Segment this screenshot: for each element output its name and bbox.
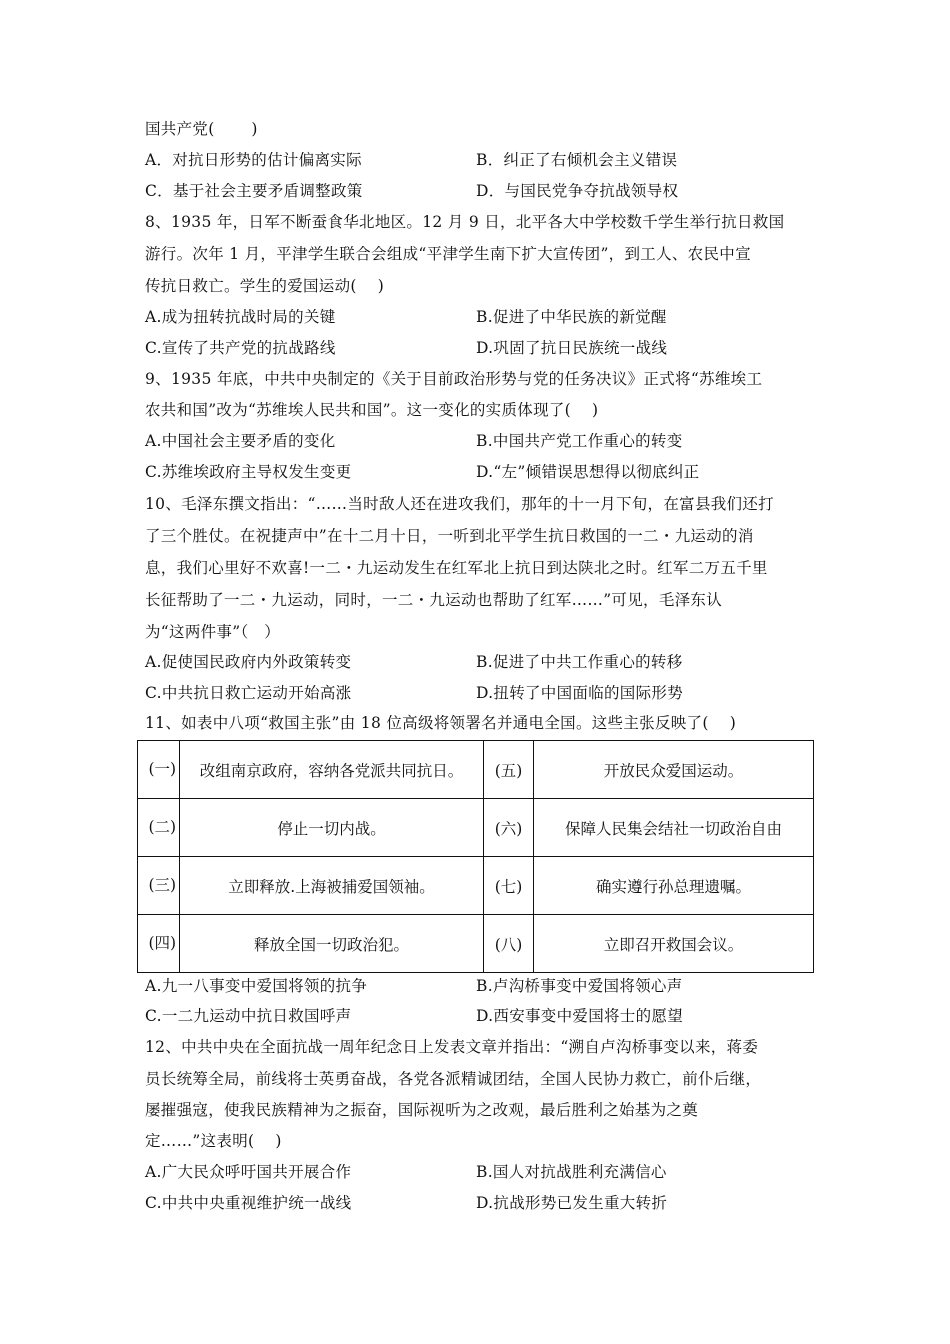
q10-stem-line2: 了三个胜仗。在祝捷声中”在十二月十日，一听到北平学生抗日救国的一二・九运动的消 bbox=[145, 527, 754, 545]
proposal-number: (三) bbox=[148, 876, 177, 894]
q7-stem-tail: 国共产党( ) bbox=[145, 120, 258, 138]
q9-option-b[interactable]: B.中国共产党工作重心的转变 bbox=[476, 432, 683, 450]
table-row bbox=[138, 741, 814, 799]
q12-stem-line2: 员长统筹全局，前线将士英勇奋战，各党各派精诚团结，全国人民协力救亡，前仆后继， bbox=[145, 1070, 762, 1088]
q12-option-a[interactable]: A.广大民众呼吁国共开展合作 bbox=[145, 1163, 352, 1181]
proposal-text: 立即召开救国会议。 bbox=[534, 915, 814, 973]
q11-options-row1 bbox=[145, 976, 825, 996]
q7-option-a[interactable]: A．对抗日形势的估计偏离实际 bbox=[145, 151, 362, 169]
q8-option-c[interactable]: C.宣传了共产党的抗战路线 bbox=[145, 339, 336, 357]
q10-option-a[interactable]: A.促使国民政府内外政策转变 bbox=[145, 653, 352, 671]
q8-option-a[interactable]: A.成为扭转抗战时局的关键 bbox=[145, 308, 336, 326]
q8-option-d[interactable]: D.巩固了抗日民族统一战线 bbox=[476, 339, 668, 357]
q10-stem-line4: 长征帮助了一二・九运动，同时，一二・九运动也帮助了红军……”可见，毛泽东认 bbox=[145, 591, 723, 609]
q9-stem-line2: 农共和国”改为“苏维埃人民共和国”。这一变化的实质体现了( ) bbox=[145, 401, 599, 419]
q8-stem-line1: 8、1935 年，日军不断蚕食华北地区。12 月 9 日，北平各大中学校数千学生举行抗日救国 bbox=[145, 213, 785, 231]
proposal-number: (六) bbox=[484, 799, 534, 857]
q10-stem-line3: 息，我们心里好不欢喜!一二・九运动发生在红军北上抗日到达陕北之时。红军二万五千里 bbox=[145, 559, 768, 577]
q12-stem-line1: 12、中共中央在全面抗战一周年纪念日上发表文章并指出：“溯自卢沟桥事变以来，蒋委 bbox=[145, 1038, 759, 1056]
q12-option-b[interactable]: B.国人对抗战胜利充满信心 bbox=[476, 1163, 667, 1181]
q7-option-b[interactable]: B．纠正了右倾机会主义错误 bbox=[476, 151, 678, 169]
table-row bbox=[138, 857, 814, 915]
q12-options-row1 bbox=[145, 1162, 825, 1182]
q12-stem-line3: 屡摧强寇，使我民族精神为之振奋，国际视听为之改观，最后胜利之始基为之奠 bbox=[145, 1101, 699, 1119]
q8-options-row2 bbox=[145, 338, 825, 358]
q11-options-row2 bbox=[145, 1006, 825, 1026]
proposal-number: (七) bbox=[484, 857, 534, 915]
q10-option-b[interactable]: B.促进了中共工作重心的转移 bbox=[476, 653, 683, 671]
proposal-text: 保障人民集会结社一切政治自由 bbox=[534, 799, 814, 857]
q12-options-row2 bbox=[145, 1193, 825, 1213]
q11-stem-line1: 11、如表中八项“救国主张”由 18 位高级将领署名并通电全国。这些主张反映了( ) bbox=[145, 714, 737, 732]
table-row bbox=[138, 915, 814, 973]
q8-stem-line3: 传抗日救亡。学生的爱国运动( ) bbox=[145, 277, 385, 295]
q11-option-b[interactable]: B.卢沟桥事变中爱国将领心声 bbox=[476, 977, 683, 995]
q11-option-d[interactable]: D.西安事变中爱国将士的愿望 bbox=[476, 1007, 684, 1025]
proposal-number: (一) bbox=[148, 760, 177, 778]
q10-stem-line5: 为“这两件事”（ ） bbox=[145, 623, 281, 641]
proposal-number: (四) bbox=[148, 934, 177, 952]
q9-option-d[interactable]: D.“左”倾错误思想得以彻底纠正 bbox=[476, 463, 700, 481]
q9-option-c[interactable]: C.苏维埃政府主导权发生变更 bbox=[145, 463, 352, 481]
proposal-text: 停止一切内战。 bbox=[180, 799, 484, 857]
q9-stem-line1: 9、1935 年底，中共中央制定的《关于目前政治形势与党的任务决议》正式将“苏维埃工 bbox=[145, 370, 763, 388]
q11-option-a[interactable]: A.九一八事变中爱国将领的抗争 bbox=[145, 977, 368, 995]
q9-options-row2 bbox=[145, 462, 825, 482]
q9-option-a[interactable]: A.中国社会主要矛盾的变化 bbox=[145, 432, 336, 450]
q7-options-row1 bbox=[145, 150, 825, 170]
proposal-text: 释放全国一切政治犯。 bbox=[180, 915, 484, 973]
table-row bbox=[138, 799, 814, 857]
proposal-text: 开放民众爱国运动。 bbox=[534, 741, 814, 799]
q7-option-c[interactable]: C．基于社会主要矛盾调整政策 bbox=[145, 182, 363, 200]
q8-option-b[interactable]: B.促进了中华民族的新觉醒 bbox=[476, 308, 667, 326]
proposal-text: 确实遵行孙总理遗嘱。 bbox=[534, 857, 814, 915]
q8-stem-line2: 游行。次年 1 月，平津学生联合会组成“平津学生南下扩大宣传团”，到工人、农民中宣 bbox=[145, 245, 751, 263]
q12-stem-line4: 定……”这表明( ) bbox=[145, 1132, 282, 1150]
proposal-number: (八) bbox=[484, 915, 534, 973]
proposal-number: (二) bbox=[148, 818, 177, 836]
salvation-proposals-table bbox=[137, 740, 814, 973]
q12-option-d[interactable]: D.抗战形势已发生重大转折 bbox=[476, 1194, 668, 1212]
q10-stem-line1: 10、毛泽东撰文指出：“……当时敌人还在进攻我们，那年的十一月下旬，在富县我们还打 bbox=[145, 495, 774, 513]
proposal-number: (五) bbox=[484, 741, 534, 799]
q10-option-d[interactable]: D.扭转了中国面临的国际形势 bbox=[476, 684, 684, 702]
q10-option-c[interactable]: C.中共抗日救亡运动开始高涨 bbox=[145, 684, 352, 702]
q11-option-c[interactable]: C.一二九运动中抗日救国呼声 bbox=[145, 1007, 352, 1025]
q7-option-d[interactable]: D．与国民党争夺抗战领导权 bbox=[476, 182, 679, 200]
proposal-text: 立即释放.上海被捕爱国领袖。 bbox=[180, 857, 484, 915]
q8-options-row1 bbox=[145, 307, 825, 327]
q10-options-row2 bbox=[145, 683, 825, 703]
proposal-text: 改组南京政府，容纳各党派共同抗日。 bbox=[180, 741, 484, 799]
q7-options-row2 bbox=[145, 181, 825, 201]
q10-options-row1 bbox=[145, 652, 825, 672]
q12-option-c[interactable]: C.中共中央重视维护统一战线 bbox=[145, 1194, 352, 1212]
q9-options-row1 bbox=[145, 431, 825, 451]
